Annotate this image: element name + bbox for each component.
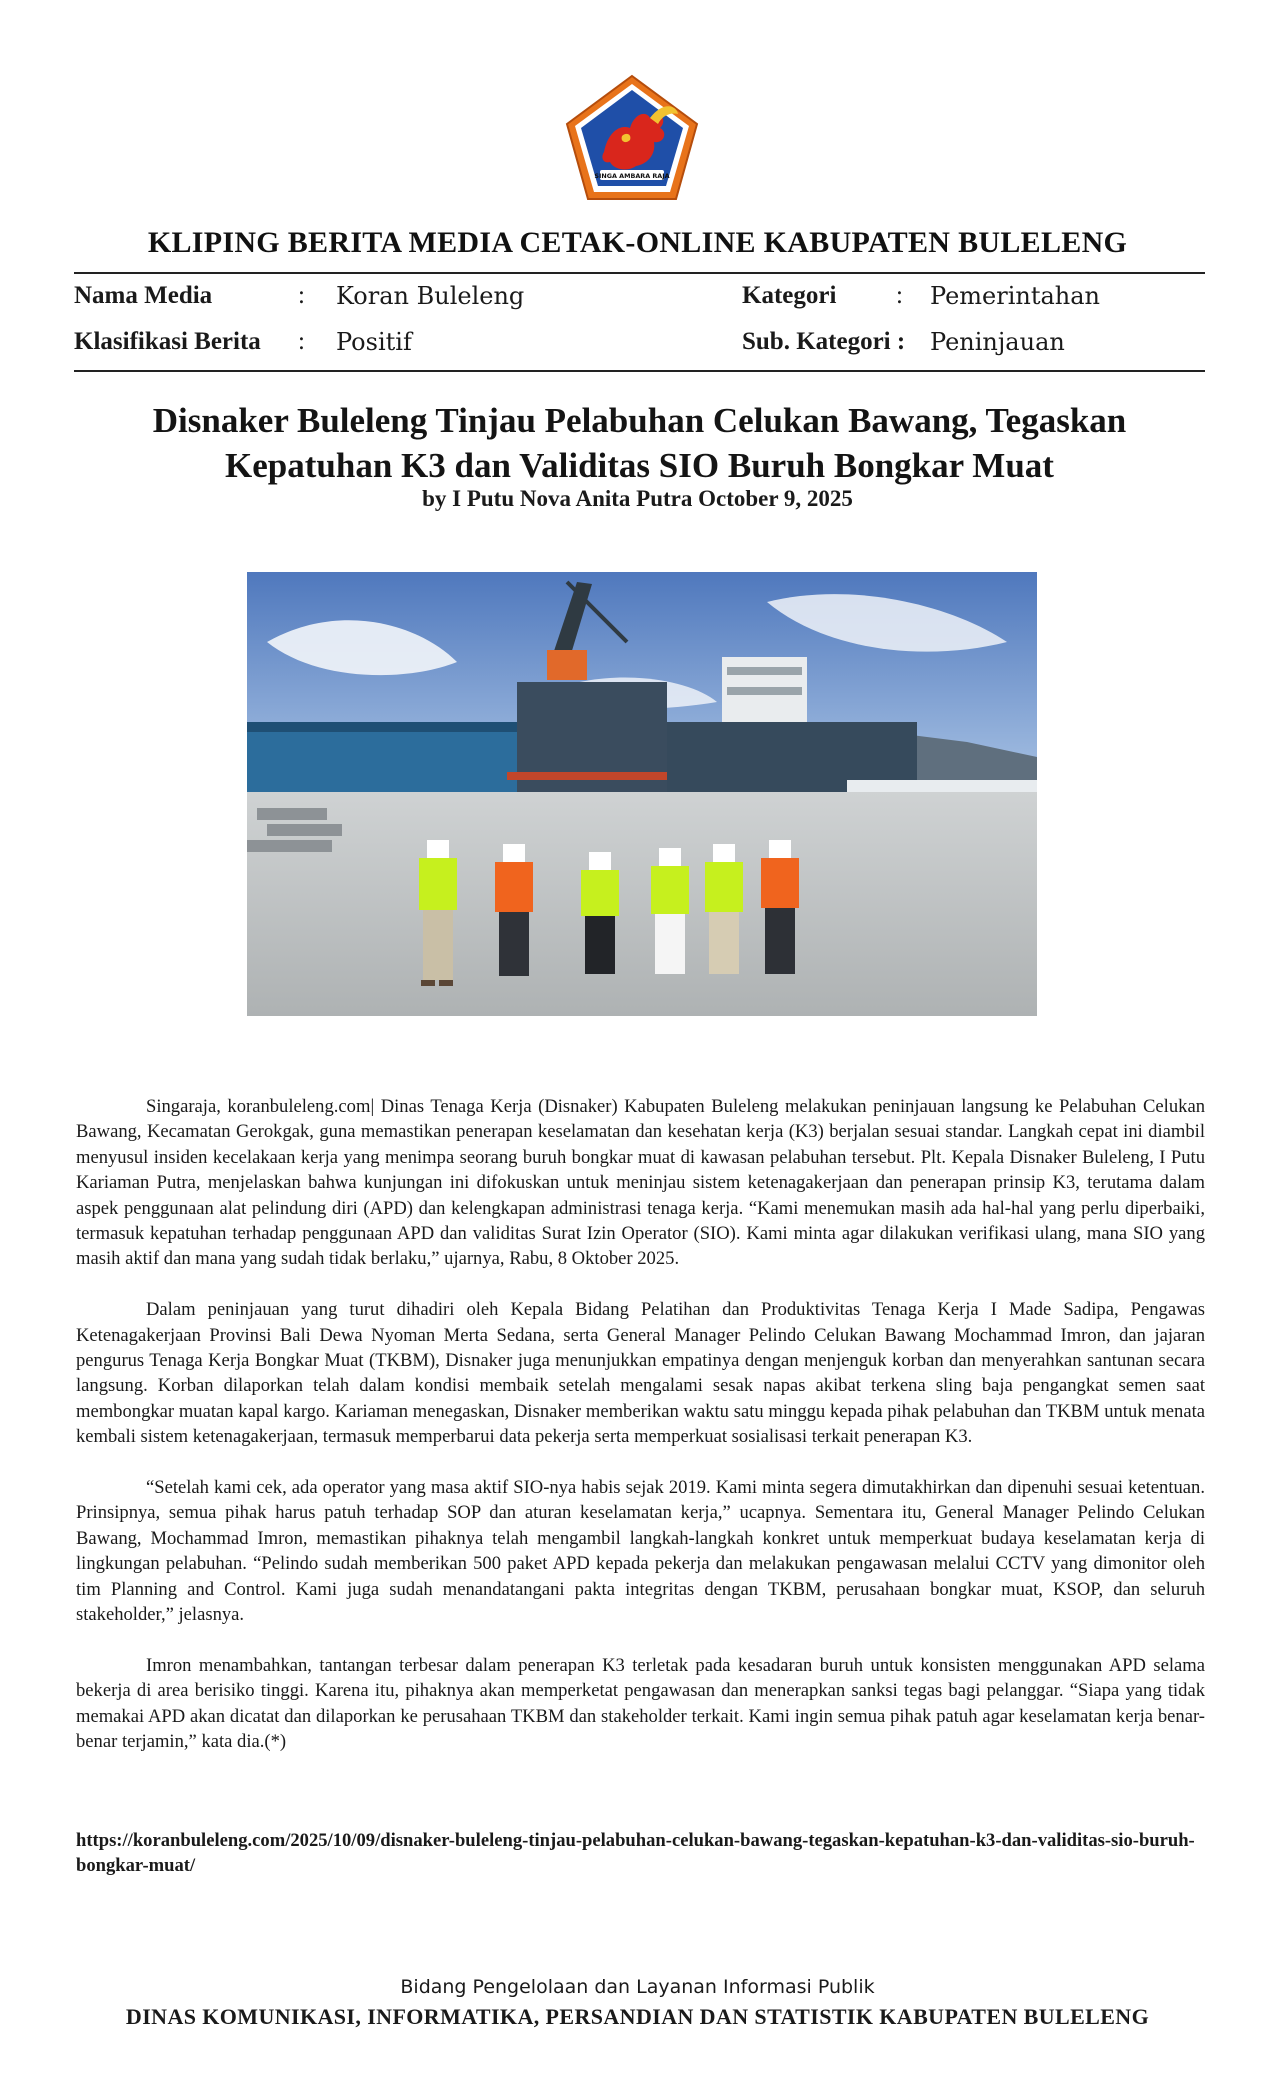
buleleng-emblem [564, 74, 700, 202]
classification-label: Klasifikasi Berita [74, 328, 261, 355]
article-headline [74, 398, 1205, 488]
category-separator: : [896, 282, 903, 309]
masthead-title: KLIPING BERITA MEDIA CETAK-ONLINE KABUPATEN BULELENG [147, 226, 1128, 259]
article-paragraph-4: Imron menambahkan, tantangan terbesar dalam penerapan K3 terletak pada kesadaran buruh untuk konsisten menggunakan APD selama bekerja di area berisiko tinggi. Karena itu, pihaknya akan memperketat pengawasan dan menerapkan sanksi tegas bagi pelanggar. “Siapa yang tidak memakai APD akan dicatat dan dilaporkan ke perusahaan TKBM dan stakeholder terkait. Kami ingin semua pihak patuh agar keselamatan kerja benar-benar terjamin,” kata dia.(*) [76, 1654, 1205, 1753]
media-value: Koran Buleleng [336, 282, 525, 310]
media-label: Nama Media [74, 282, 213, 309]
article-body [76, 1094, 1205, 1780]
emblem-motto: SINGA AMBARA RAJA [594, 172, 670, 180]
meta-row-classification [74, 328, 1205, 364]
meta-row-media [74, 282, 1205, 318]
article-paragraph-2: Dalam peninjauan yang turut dihadiri oleh Kepala Bidang Pelatihan dan Produktivitas Tenaga Kerja I Made Sadipa, Pengawas Ketenagakerjaan Provinsi Bali Dewa Nyoman Merta Sedana, serta General Manager Pelindo Celukan Bawang Mochammad Imron, dan jajaran pengurus Tenaga Kerja Bongkar Muat (TKBM), Disnaker juga menunjukkan empatinya dengan menjenguk korban dan menyerahkan santunan secara langsung. Korban dilaporkan telah dalam kondisi membaik setelah mengalami sesak napas akibat terkena sling baja pengangkat semen saat membongkar muatan kapal kargo. Kariaman menegaskan, Disnaker memberikan waktu satu minggu kepada pihak pelabuhan dan TKBM untuk menata kembali sistem ketenagakerjaan, termasuk memperbarui data pekerja serta memperkuat sosialisasi terkait penerapan K3. [76, 1299, 1205, 1448]
category-label: Kategori [742, 282, 837, 309]
source-link[interactable]: https://koranbuleleng.com/2025/10/09/disnaker-buleleng-tinjau-pelabuhan-celukan-bawang-tegaskan-kepatuhan-k3-dan-validitas-sio-buruh-bongkar-muat/ [76, 1830, 1195, 1877]
classification-value: Positif [336, 328, 412, 356]
subcategory-label: Sub. Kategori : [742, 328, 906, 355]
header-bottom-rule [74, 370, 1205, 372]
article-byline: by I Putu Nova Anita Putra October 9, 2025 [422, 486, 853, 511]
headline-line-1: Disnaker Buleleng Tinjau Pelabuhan Celukan Bawang, Tegaskan [152, 401, 1127, 440]
article-paragraph-1: Singaraja, koranbuleleng.com| Dinas Tenaga Kerja (Disnaker) Kabupaten Buleleng melakukan peninjauan langsung ke Pelabuhan Celukan Bawang, Kecamatan Gerokgak, guna memastikan penerapan keselamatan dan kesehatan kerja (K3) berjalan sesuai standar. Langkah cepat ini diambil menyusul insiden kecelakaan kerja yang menimpa seorang buruh bongkar muat di kawasan pelabuhan tersebut. Plt. Kepala Disnaker Buleleng, I Putu Kariaman Putra, menjelaskan bahwa kunjungan ini difokuskan untuk meninjau sistem ketenagakerjaan dan penerapan prinsip K3, terutama dalam aspek penggunaan alat pelindung diri (APD) dan kelengkapan administrasi tenaga kerja. “Kami menemukan masih ada hal-hal yang perlu diperbaiki, termasuk kepatuhan terhadap penggunaan APD dan validitas Surat Izin Operator (SIO). Kami minta agar dilakukan verifikasi ulang, mana SIO yang masih aktif dan mana yang sudah tidak berlaku,” ujarnya, Rabu, 8 Oktober 2025. [76, 1096, 1205, 1270]
news-photo [247, 572, 1037, 1016]
header-top-rule [74, 272, 1205, 274]
subcategory-value: Peninjauan [930, 328, 1065, 356]
media-separator: : [298, 282, 305, 309]
footer-agency: DINAS KOMUNIKASI, INFORMATIKA, PERSANDIAN DAN STATISTIK KABUPATEN BULELENG [125, 2004, 1150, 2029]
article-paragraph-3: “Setelah kami cek, ada operator yang masa aktif SIO-nya habis sejak 2019. Kami minta segera dimutakhirkan dan dipenuhi sesuai ketentuan. Prinsipnya, semua pihak harus patuh terhadap SOP dan aturan keselamatan kerja,” ucapnya. Sementara itu, General Manager Pelindo Celukan Bawang, Mochammad Imron, memastikan pihaknya telah mengambil langkah-langkah konkret untuk memperkuat budaya keselamatan kerja di lingkungan pelabuhan. “Pelindo sudah memberikan 500 paket APD kepada pekerja dan melakukan pengawasan melalui CCTV yang dimonitor oleh tim Planning and Control. Kami juga sudah menandatangani pakta integritas dengan TKBM, perusahaan bongkar muat, KSOP, dan seluruh stakeholder,” jelasnya. [76, 1477, 1205, 1626]
category-value: Pemerintahan [930, 282, 1101, 310]
headline-line-2: Kepatuhan K3 dan Validitas SIO Buruh Bongkar Muat [225, 446, 1054, 485]
classification-separator: : [298, 328, 305, 355]
footer-division: Bidang Pengelolaan dan Layanan Informasi Publik [400, 1976, 875, 1998]
